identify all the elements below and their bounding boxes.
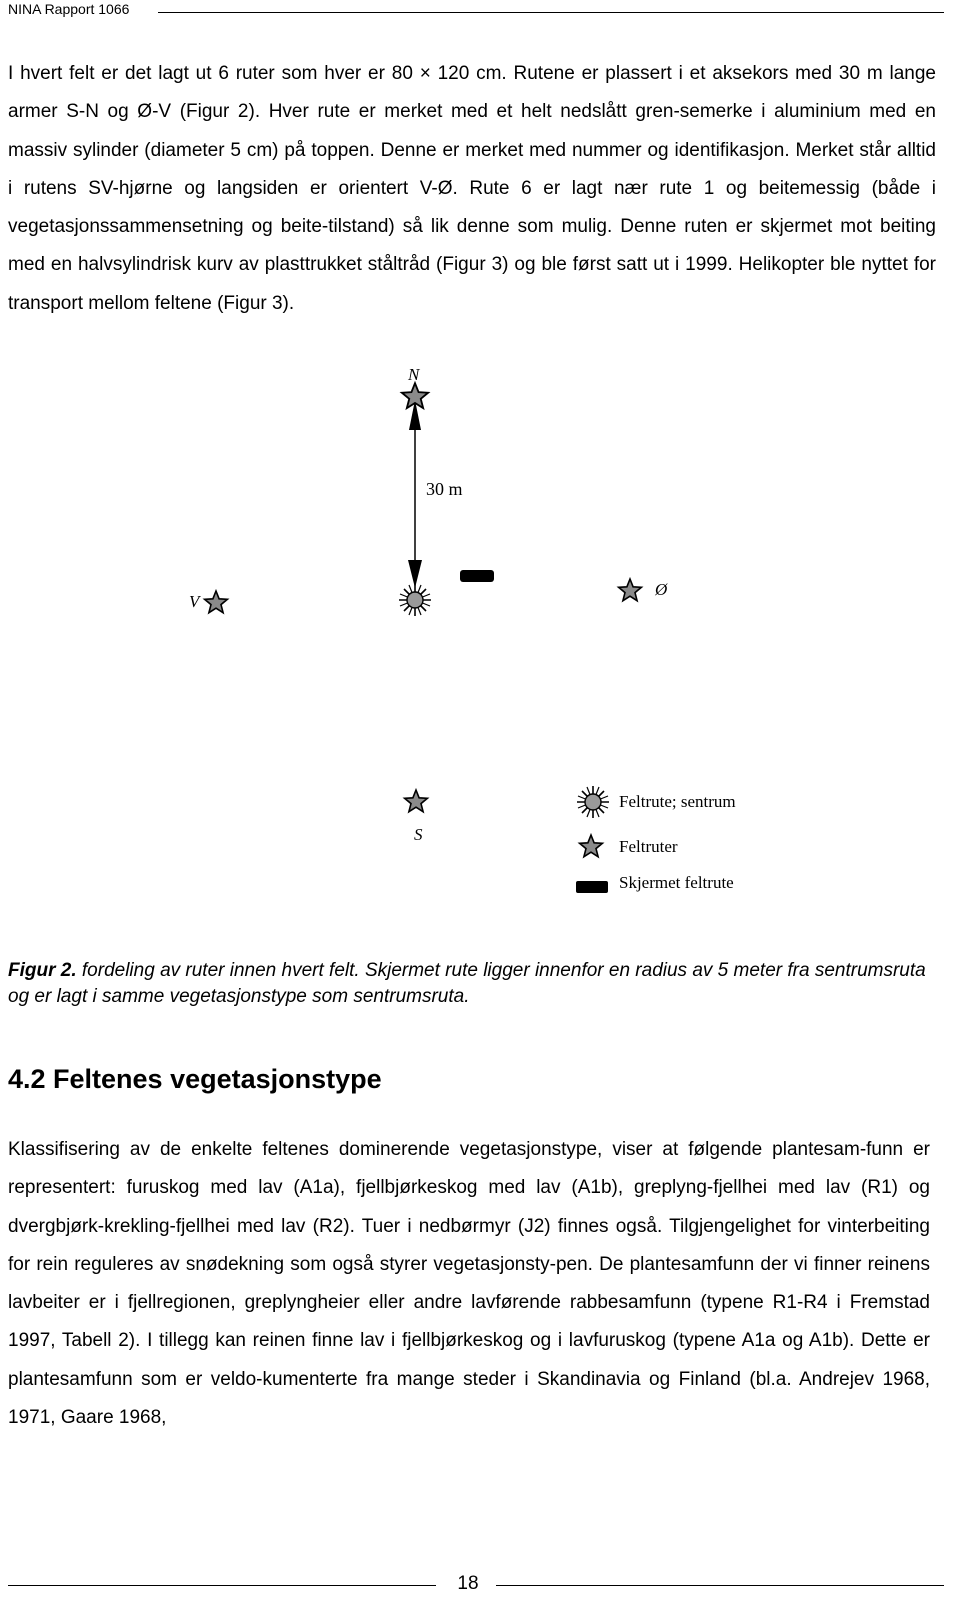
arrowhead-down bbox=[408, 560, 422, 588]
south-label: S bbox=[414, 825, 423, 844]
distance-label: 30 m bbox=[426, 479, 463, 499]
page-number: 18 bbox=[457, 1573, 479, 1594]
page-footer bbox=[0, 1572, 960, 1598]
legend-star-icon bbox=[580, 835, 603, 857]
footer-rule-right bbox=[496, 1585, 944, 1586]
legend-burst-icon bbox=[577, 786, 609, 818]
south-star-icon bbox=[405, 790, 428, 812]
protected-plot-bar-icon bbox=[460, 570, 494, 582]
header-rule bbox=[158, 12, 944, 13]
north-label: N bbox=[408, 365, 420, 384]
section-heading: 4.2 Feltenes vegetasjonstype bbox=[8, 1064, 382, 1094]
east-star-icon bbox=[619, 579, 642, 601]
figure-plot-layout bbox=[0, 360, 960, 920]
caption-text: fordeling av ruter innen hvert felt. Skjermet rute ligger innenfor en radius av 5 meter fra sentrumsruta og er lagt i samme vegetasjonstype som sentrumsruta. bbox=[8, 960, 926, 1007]
legend-item-plots: Feltruter bbox=[619, 837, 678, 856]
plot-layout-diagram bbox=[0, 360, 960, 920]
page-header bbox=[8, 0, 944, 22]
footer-rule-left bbox=[8, 1585, 436, 1586]
report-title: NINA Rapport 1066 bbox=[8, 1, 130, 17]
east-label: Ø bbox=[655, 580, 668, 599]
legend-black-bar-icon bbox=[576, 881, 608, 893]
west-star-icon bbox=[205, 591, 228, 613]
body-paragraph-2: Klassifisering av de enkelte feltenes dominerende vegetasjonstype, viser at følgende plantesam-funn er representert: furuskog med lav (A1a), fjellbjørkeskog med lav (A1b), greplyng-fjellhei med lav (R1) og dvergbjørk-krekling-fjellhei med lav (R2). Tuer i nedbørmyr (J2) finnes også. Tilgjengelighet for vinterbeiting for rein reguleres av snødekning som også styrer vegetasjonsty-pen. De plantesamfunn der vi finner reinens lavbeiter er i fjellregionen, greplyngheier eller andre lavførende rabbesamfunn (typene R1-R4 i Fremstad 1997, Tabell 2). I tillegg kan reinen finne lav i fjellbjørkeskog og i lavfuruskog (typene A1a og A1b). Dette er plantesamfunn som er veldo-kumenterte fra mange steder i Skandinavia og Finland (bl.a. Andrejev 1968, 1971, Gaare 1968, bbox=[8, 1139, 930, 1429]
figure-caption bbox=[8, 958, 936, 1010]
body-paragraph-1: I hvert felt er det lagt ut 6 ruter som hver er 80 × 120 cm. Rutene er plassert i et aksekors med 30 m lange armer S-N og Ø-V (Figur 2). Hver rute er merket med et helt nedslått gren-semerke i aluminium med en massiv sylinder (diameter 5 cm) på toppen. Denne er merket med nummer og identifikasjon. Merket står alltid i rutens SV-hjørne og langsiden er orientert V-Ø. Rute 6 er lagt nær rute 1 og beitemessig (både i vegetasjonssammensetning og beite-tilstand) så lik denne som mulig. Denne ruten er skjermet mot beiting med en halvsylindrisk kurv av plasttrukket ståltråd (Figur 3) og ble først satt ut i 1999. Helikopter ble nyttet for transport mellom feltene (Figur 3). bbox=[8, 63, 936, 314]
west-label: V bbox=[189, 592, 200, 611]
caption-label: Figur 2. bbox=[8, 960, 77, 981]
legend-item-protected: Skjermet feltrute bbox=[619, 873, 734, 892]
center-burst-icon bbox=[399, 584, 431, 616]
legend-item-center: Feltrute; sentrum bbox=[619, 792, 736, 811]
